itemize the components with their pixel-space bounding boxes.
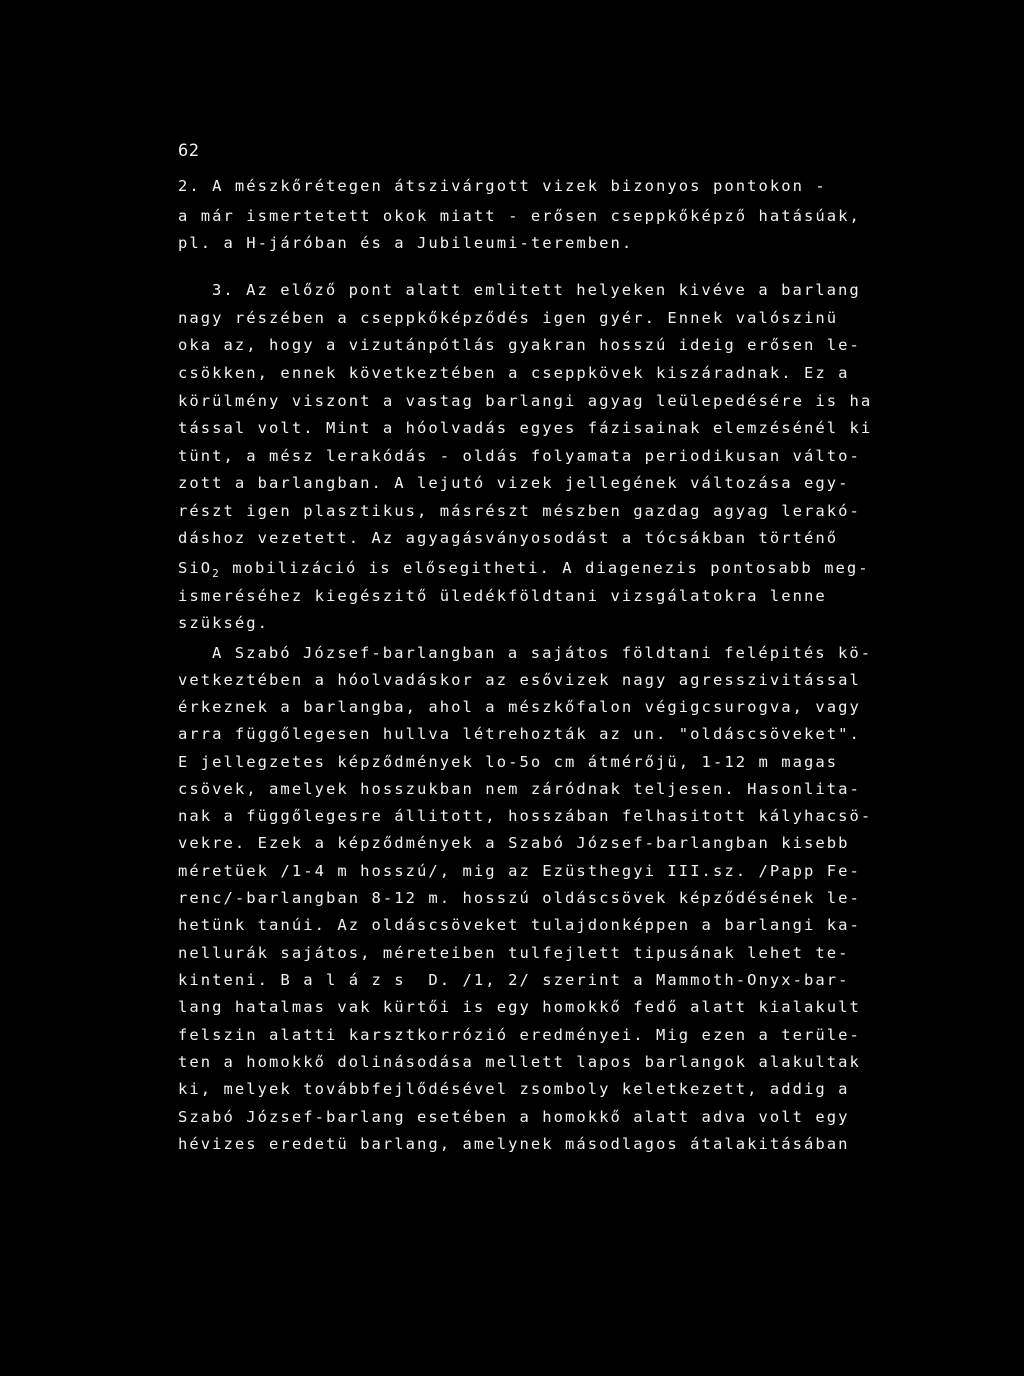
- text-line: zott a barlangban. A lejutó vizek jellegének változása egy-: [178, 474, 850, 492]
- text-line: részt igen plasztikus, másrészt mészben gazdag agyag lerakó-: [178, 502, 861, 520]
- text-line: érkeznek a barlangba, ahol a mészkőfalon végigcsurogva, vagy: [178, 698, 861, 716]
- text-line: ki, melyek továbbfejlődésével zsomboly keletkezett, addig a: [178, 1080, 850, 1098]
- text-line: a már ismertetett okok miatt - erősen cseppkőképző hatásúak,: [178, 207, 861, 225]
- text-line: tással volt. Mint a hóolvadás egyes fázisainak elemzésénél ki: [178, 419, 873, 437]
- text-line: 3. Az előző pont alatt emlitett helyeken kivéve a barlang: [212, 281, 861, 299]
- sio2-subscript: 2: [212, 567, 221, 580]
- sio2-formula: SiO: [178, 559, 213, 577]
- text-line: A Szabó József-barlangban a sajátos földtani felépités kö-: [212, 644, 873, 662]
- text-line: tünt, a mész lerakódás - oldás folyamata periodikusan válto-: [178, 447, 861, 465]
- text-line: méretüek /1-4 m hosszú/, mig az Ezüsthegyi III.sz. /Papp Fe-: [178, 862, 861, 880]
- text-line: E jellegzetes képződmények lo-5o cm átmérőjü, 1-12 m magas: [178, 753, 839, 771]
- text-line: nak a függőlegesre állitott, hosszában felhasitott kályhacsö-: [178, 807, 873, 825]
- text-line: körülmény viszont a vastag barlangi agyag leülepedésére is ha: [178, 392, 873, 410]
- text-line: ten a homokkő dolinásodása mellett lapos barlangok alakultak: [178, 1053, 861, 1071]
- text-line-sio2: [178, 558, 870, 584]
- text-line: arra függőlegesen hullva létrehozták az un. "oldáscsöveket".: [178, 725, 861, 743]
- text-line: hetünk tanúi. Az oldáscsöveket tulajdonképpen a barlangi ka-: [178, 916, 861, 934]
- text-line: vetkeztében a hóolvadáskor az esővizek nagy agresszivitással: [178, 671, 861, 689]
- text-line: csökken, ennek következtében a cseppkövek kiszáradnak. Ez a: [178, 364, 850, 382]
- text-line: vekre. Ezek a képződmények a Szabó József-barlangban kisebb: [178, 834, 850, 852]
- text-line: lang hatalmas vak kürtői is egy homokkő fedő alatt kialakult: [178, 998, 861, 1016]
- page-number: 62: [178, 141, 200, 161]
- text-line: oka az, hogy a vizutánpótlás gyakran hosszú ideig erősen le-: [178, 336, 861, 354]
- text-line: pl. a H-járóban és a Jubileumi-teremben.: [178, 234, 634, 252]
- text-line: nagy részében a cseppkőképződés igen gyér. Ennek valószinü: [178, 309, 839, 327]
- text-line: kinteni. B a l á z s D. /1, 2/ szerint a Mammoth-Onyx-bar-: [178, 971, 850, 989]
- text-line: nellurák sajátos, méreteiben tulfejlett tipusának lehet te-: [178, 944, 850, 962]
- text-line: csövek, amelyek hosszukban nem záródnak teljesen. Hasonlita-: [178, 780, 861, 798]
- text-line: szükség.: [178, 614, 270, 632]
- text-line: 2. A mészkőrétegen átszivárgott vizek bizonyos pontokon -: [178, 177, 827, 195]
- sio2-line-rest: mobilizáció is elősegitheti. A diagenezis pontosabb meg-: [220, 559, 870, 577]
- text-line: hévizes eredetü barlang, amelynek másodlagos átalakitásában: [178, 1135, 850, 1153]
- text-line: felszin alatti karsztkorrózió eredményei. Mig ezen a terüle-: [178, 1026, 861, 1044]
- text-line: renc/-barlangban 8-12 m. hosszú oldáscsövek képződésének le-: [178, 889, 861, 907]
- text-line: dáshoz vezetett. Az agyagásványosodást a tócsákban történő: [178, 529, 839, 547]
- text-line: Szabó József-barlang esetében a homokkő alatt adva volt egy: [178, 1108, 850, 1126]
- text-line: ismeréséhez kiegészitő üledékföldtani vizsgálatokra lenne: [178, 587, 827, 605]
